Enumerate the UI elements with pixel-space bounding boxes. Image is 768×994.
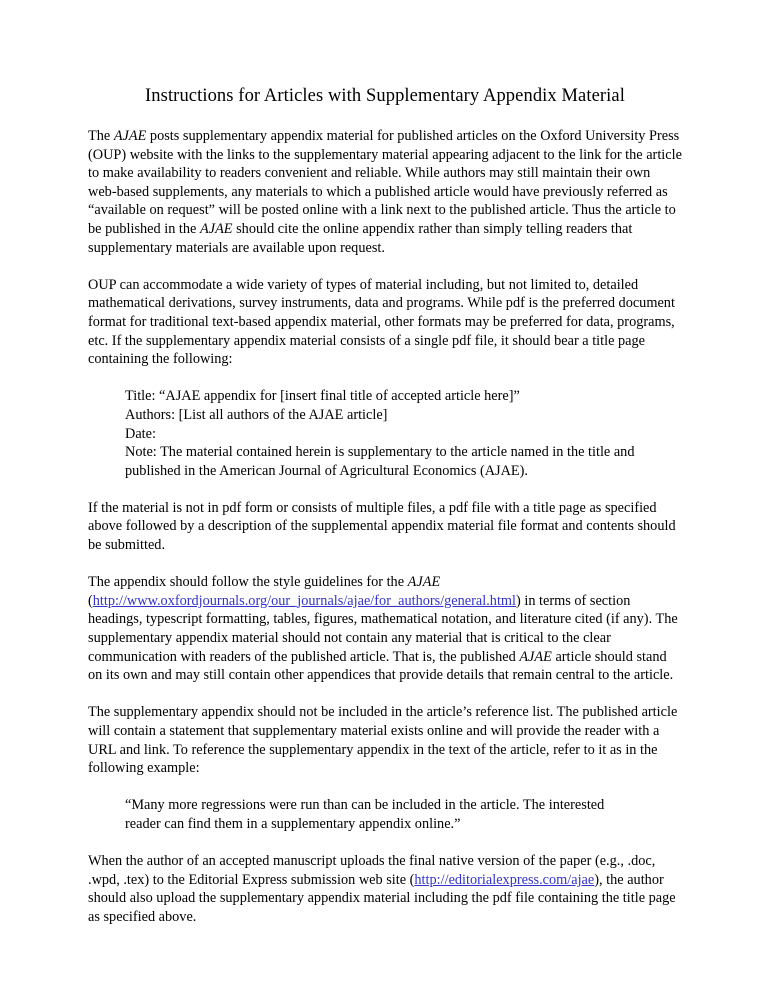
title-page-line-authors: Authors: [List all authors of the AJAE article] <box>125 406 388 423</box>
paragraph-intro-seg2: posts supplementary appendix material for published articles on the Oxford University Press (OUP) website with the links to the supplementary material appearing adjacent to the link for the article to make availability to readers convenient and reliable. While authors may still maintain their own web-based supplements, any materials to which a published article would have previously referred as “available on request” will be posted online with a link next to the published article. Thus the article to be published in the <box>88 128 682 237</box>
oxford-journals-link[interactable]: http://www.oxfordjournals.org/our_journals/ajae/for_authors/general.html <box>92 592 517 609</box>
paragraph-style-seg4: article should stand on its own and may still contain other appendices that provide details that remain central to the article. <box>88 648 674 684</box>
paragraph-intro-seg3: should cite the online appendix rather than simply telling readers that supplementary materials are available upon request. <box>88 220 633 256</box>
paragraph-upload-seg1: When the author of an accepted manuscript uploads the final native version of the paper (e.g., .doc, .wpd, .tex) to the Editorial Express submission web site ( <box>88 853 656 888</box>
paragraph-intro-seg1: The <box>88 128 114 144</box>
editorial-express-link[interactable]: http://editorialexpress.com/ajae <box>414 871 595 888</box>
title-page-line-note: Note: The material contained herein is supplementary to the article named in the title and published in the American Journal of Agricultural Economics (AJAE). <box>125 444 635 479</box>
example-citation-quote: “Many more regressions were run than can be included in the article. The interested reader can find them in a supplementary appendix online.” <box>125 797 605 832</box>
paragraph-style-guidelines <box>88 573 682 685</box>
page-title: Instructions for Articles with Supplementary Appendix Material <box>145 86 625 106</box>
paragraph-non-pdf-material: If the material is not in pdf form or consists of multiple files, a pdf file with a title page as specified above followed by a description of the supplemental appendix material file format and contents should be submitted. <box>88 499 676 554</box>
paragraph-style-seg1: The appendix should follow the style guidelines for the <box>88 574 408 591</box>
paragraph-oup-formats: OUP can accommodate a wide variety of types of material including, but not limited to, detailed mathematical derivations, survey instruments, data and programs. While pdf is the preferred document format for traditional text-based appendix material, other formats may be preferred for data, programs, etc. If the supplementary appendix material consists of a single pdf file, it should bear a title page containing the following: <box>88 276 675 368</box>
paragraph-intro <box>88 127 682 257</box>
paragraph-upload-seg2: ), the author should also upload the supplementary appendix material including the pdf file containing the title page as specified above. <box>88 871 676 925</box>
paragraph-style-seg2: ( <box>88 592 93 609</box>
title-page-line-date: Date: <box>125 425 156 442</box>
document-body <box>88 84 682 927</box>
paragraph-reference-list: The supplementary appendix should not be included in the article’s reference list. The published article will contain a statement that supplementary material exists online and will provide the reader with a URL and link. To reference the supplementary appendix in the text of the article, refer to it as in the following example: <box>88 704 678 777</box>
paragraph-style-seg3: ) in terms of section headings, typescript formatting, tables, figures, mathematical notation, and literature cited (if any). The supplementary appendix material should not contain any material that is critical to the clear communication with readers of the published article. That is, the published <box>88 592 678 665</box>
title-page-requirements-block <box>88 387 682 480</box>
journal-abbrev-italic: AJAE <box>407 574 441 591</box>
journal-abbrev-italic: AJAE <box>519 648 552 665</box>
journal-abbrev-italic: AJAE <box>199 220 233 237</box>
paragraph-submission-upload <box>88 852 682 926</box>
title-page-line-title: Title: “AJAE appendix for [insert final title of accepted article here]” <box>125 388 520 405</box>
journal-abbrev-italic: AJAE <box>113 128 147 144</box>
